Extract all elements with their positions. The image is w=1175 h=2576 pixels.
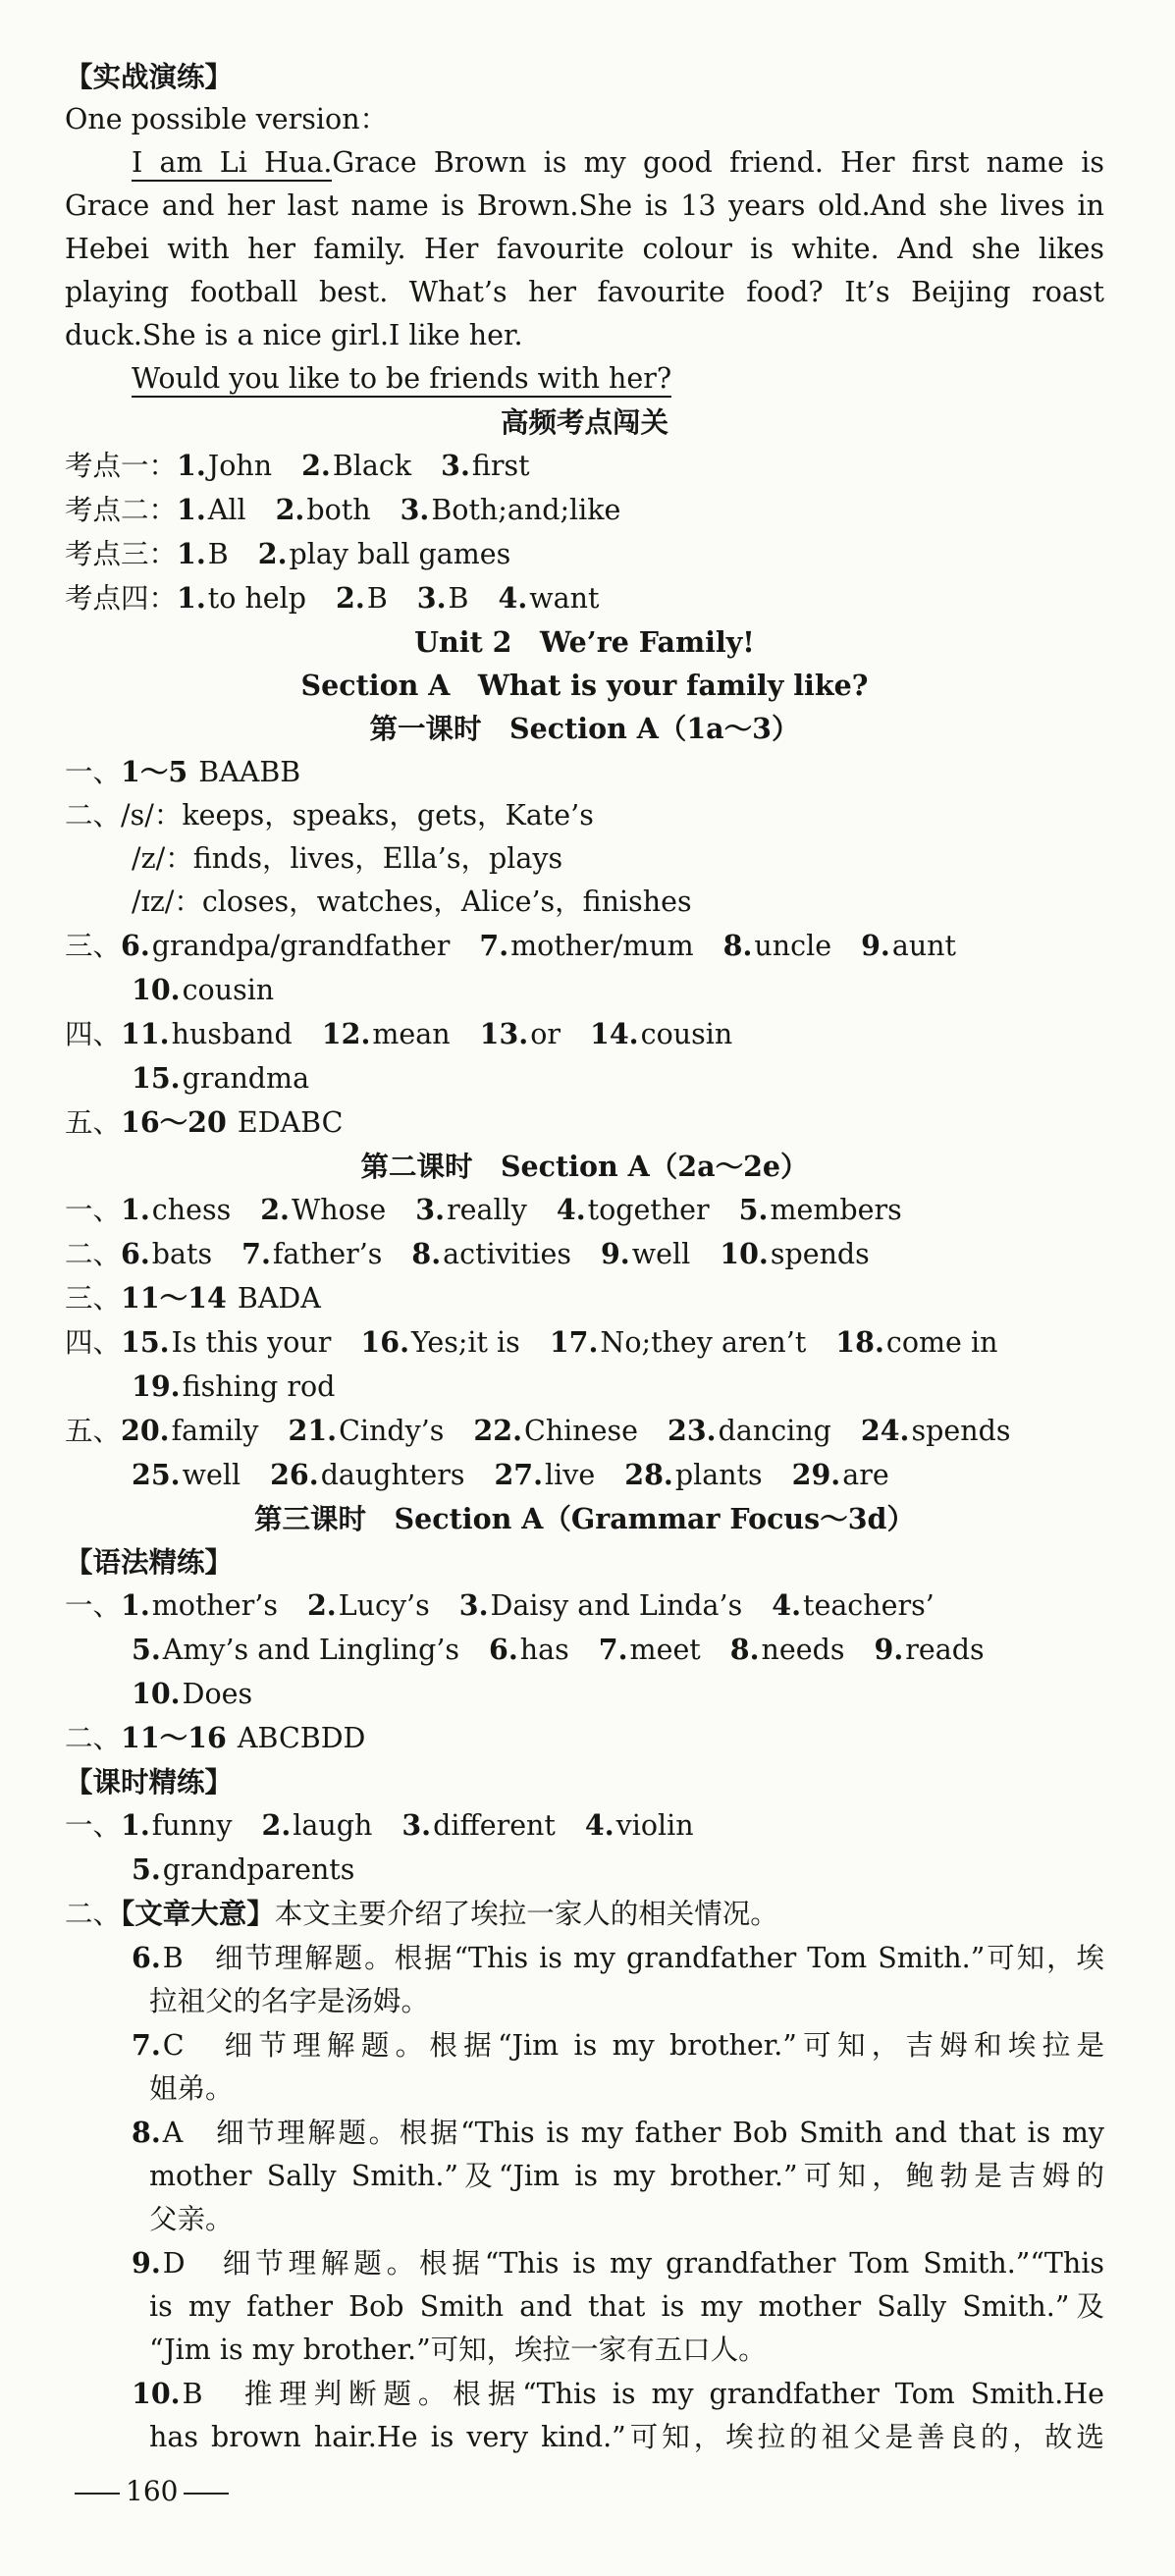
item-answer: Is this your: [171, 1326, 332, 1359]
essay-line-1-rest: Grace Brown is my good friend. Her first name is: [332, 146, 1104, 179]
item-number: 1.: [121, 1193, 150, 1226]
answer-items: [177, 538, 510, 570]
explanation-q9: [65, 2241, 1104, 2285]
item-number: 8.: [411, 1237, 442, 1270]
answer-range: 11～16: [121, 1721, 227, 1754]
item-number: 5.: [738, 1193, 769, 1226]
answer-items: [132, 1853, 354, 1886]
answer-items: [177, 494, 620, 526]
item-number: 4.: [556, 1193, 586, 1226]
item-number: 2.: [301, 449, 331, 482]
phonetic-line: /ɪz/：closes，watches，Alice’s，finishes: [132, 886, 692, 918]
answer-items: [121, 1194, 902, 1226]
answer-row-cont: [65, 1672, 1104, 1716]
item-number: 10.: [720, 1237, 769, 1270]
answer-items: [132, 1634, 985, 1666]
item-answer: grandma: [182, 1062, 310, 1095]
part-label: 五、: [65, 1415, 122, 1447]
item-answer: grandpa/grandfather: [151, 930, 451, 962]
item-number: 25.: [132, 1458, 181, 1491]
item-answer: husband: [171, 1018, 293, 1050]
explanation-cont: mother Sally Smith.”及“Jim is my brother.”可知，鲍勃是吉姆的: [149, 2160, 1104, 2192]
item-number: 5.: [132, 1633, 161, 1666]
item-number: 23.: [668, 1414, 717, 1447]
answer-row: [65, 1409, 1104, 1453]
answer-items: [132, 1062, 309, 1095]
explanation-cont: has brown hair.He is very kind.”可知，埃拉的祖父是善良的，故选: [149, 2421, 1104, 2453]
item-answer: No;they aren’t: [600, 1326, 807, 1359]
item-answer: activities: [443, 1238, 571, 1270]
item-answer: violin: [615, 1809, 694, 1842]
item-number: 4.: [498, 581, 528, 615]
part-label: 三、: [65, 1282, 122, 1315]
item-answer: teachers’: [803, 1589, 935, 1622]
intro-line: One possible version：: [65, 103, 389, 135]
item-number: 2.: [336, 581, 365, 615]
item-answer: both: [306, 494, 371, 526]
item-number: 3.: [441, 449, 470, 482]
essay-line-1: [65, 141, 1104, 185]
item-answer: father’s: [272, 1238, 383, 1270]
item-answer: fishing rod: [182, 1370, 336, 1403]
item-answer: Daisy and Linda’s: [490, 1589, 743, 1622]
item-number: 3.: [416, 581, 447, 615]
answer-row: [65, 1583, 1104, 1628]
essay-closing: [65, 357, 1104, 401]
item-number: 2.: [257, 537, 288, 570]
item-answer: All: [207, 494, 246, 526]
explanation-q8: [65, 2111, 1104, 2155]
item-answer: plants: [674, 1459, 763, 1491]
explanation-cont: 姐弟。: [149, 2072, 234, 2105]
item-number: 8.: [722, 929, 753, 962]
part-label: 二、: [65, 1898, 122, 1930]
item-number: 3.: [415, 1193, 446, 1226]
item-answer: uncle: [754, 930, 832, 962]
item-number: 26.: [270, 1458, 319, 1491]
item-answer: John: [207, 450, 273, 482]
kaodian-label: 考点一：: [65, 450, 178, 482]
part-label: 五、: [65, 1106, 122, 1139]
item-number: 6.: [121, 1237, 150, 1270]
answer-range: 1～5: [121, 755, 188, 788]
page-number-text: 160: [126, 2475, 179, 2507]
section-header-keshi: 【课时精练】: [65, 1765, 234, 1798]
item-number: 29.: [791, 1458, 841, 1491]
item-number: 2.: [261, 1808, 292, 1842]
explanation-cont: “Jim is my brother.”可知，埃拉一家有五口人。: [149, 2334, 767, 2366]
item-answer: mother’s: [151, 1589, 278, 1622]
item-number: 6.: [489, 1633, 518, 1666]
item-number: 3.: [458, 1588, 489, 1622]
item-number: 3.: [400, 493, 430, 526]
item-number: 3.: [401, 1808, 432, 1842]
kaodian-row: [65, 488, 1104, 532]
part-label: 一、: [65, 1589, 122, 1622]
item-number: 17.: [549, 1325, 599, 1359]
unit-title: Unit 2 We’re Family!: [414, 625, 755, 659]
answer-letters: BAABB: [189, 756, 301, 788]
explanation-text: B 细节理解题。根据“This is my grandfather Tom Smith.”可知，埃: [162, 1942, 1104, 1974]
part-label: 一、: [65, 1194, 122, 1226]
lesson-2-title: 第二课时 Section A（2a～2e）: [360, 1150, 809, 1183]
answer-range: 16～20: [121, 1105, 227, 1139]
answer-row: [65, 1188, 1104, 1232]
item-number: 13.: [479, 1017, 529, 1050]
explanation-text: C 细节理解题。根据“Jim is my brother.”可知，吉姆和埃拉是: [162, 2029, 1104, 2062]
answer-items: [132, 974, 274, 1006]
item-answer: laugh: [293, 1809, 373, 1842]
item-answer: well: [182, 1459, 241, 1491]
answer-range: 11～14: [121, 1281, 227, 1315]
answer-row-cont: [65, 968, 1104, 1012]
item-answer: play ball games: [289, 538, 511, 570]
item-answer: needs: [761, 1634, 845, 1666]
answer-row: [65, 1100, 1104, 1145]
heading-gaopin: 高频考点闯关: [500, 405, 668, 439]
item-number: 2.: [275, 493, 305, 526]
item-answer: cousin: [640, 1018, 733, 1050]
answer-row-cont: [65, 1365, 1104, 1409]
kaodian-label: 考点三：: [65, 538, 178, 570]
essay-underlined-opening: I am Li Hua.: [132, 146, 332, 182]
item-answer: aunt: [891, 930, 956, 962]
item-answer: B: [207, 538, 229, 570]
explanation-q10: [65, 2372, 1104, 2416]
question-number: 9.: [132, 2246, 161, 2280]
answer-row-cont: [65, 1056, 1104, 1100]
item-answer: cousin: [182, 974, 275, 1006]
item-answer: different: [433, 1809, 556, 1842]
answer-items: [177, 582, 599, 615]
item-answer: meet: [629, 1634, 701, 1666]
answer-items: [132, 1459, 889, 1491]
answer-letters: ABCBDD: [228, 1722, 366, 1754]
essay-line-5: duck.She is a nice girl.I like her.: [65, 319, 523, 351]
item-number: 24.: [860, 1414, 910, 1447]
item-answer: funny: [151, 1809, 233, 1842]
answer-row: [65, 924, 1104, 968]
item-number: 7.: [598, 1633, 628, 1666]
lesson-3-title: 第三课时 Section A（Grammar Focus～3d）: [254, 1502, 915, 1535]
part-label: 四、: [65, 1326, 122, 1359]
item-answer: Lucy’s: [338, 1589, 430, 1622]
answer-row: [65, 1892, 1104, 1936]
answer-items: [132, 1678, 252, 1710]
dash-right: [184, 2493, 229, 2495]
item-answer: Both;and;like: [431, 494, 621, 526]
item-answer: live: [545, 1459, 596, 1491]
part-label: 四、: [65, 1018, 122, 1050]
item-number: 14.: [590, 1017, 639, 1050]
explanation-text: A 细节理解题。根据“This is my father Bob Smith and that is my: [162, 2117, 1104, 2149]
item-number: 1.: [177, 449, 206, 482]
item-number: 9.: [874, 1633, 904, 1666]
answer-items: [121, 1415, 1010, 1447]
answer-row: [65, 750, 1104, 794]
item-number: 16.: [360, 1325, 409, 1359]
part-label: 二、: [65, 1722, 122, 1754]
item-number: 11.: [121, 1017, 170, 1050]
item-answer: want: [529, 582, 600, 615]
item-number: 9.: [861, 929, 890, 962]
item-number: 7.: [479, 929, 509, 962]
item-number: 6.: [121, 929, 150, 962]
answer-row: [65, 1276, 1104, 1320]
explanation-text: D 细节理解题。根据“This is my grandfather Tom Smith.”“This: [162, 2247, 1104, 2280]
item-answer: first: [471, 450, 530, 482]
kaodian-row: [65, 444, 1104, 488]
item-number: 28.: [624, 1458, 673, 1491]
item-answer: B: [448, 582, 469, 615]
lesson-1-title: 第一课时 Section A（1a～3）: [369, 712, 800, 745]
answer-letters: EDABC: [228, 1106, 344, 1139]
item-answer: or: [530, 1018, 561, 1050]
phonetic-line: /z/：finds，lives，Ella’s，plays: [132, 842, 563, 875]
explanation-cont: is my father Bob Smith and that is my mother Sally Smith.”及: [149, 2290, 1104, 2323]
dash-left: [75, 2493, 120, 2495]
kaodian-row: [65, 532, 1104, 576]
question-number: 8.: [132, 2116, 161, 2149]
item-answer: family: [171, 1415, 259, 1447]
page-number: [69, 2470, 235, 2513]
section-header-shizhan: 【实战演练】: [65, 60, 234, 93]
answer-row: [65, 794, 1104, 837]
summary-text: 本文主要介绍了埃拉一家人的相关情况。: [274, 1898, 778, 1930]
item-answer: come in: [885, 1326, 998, 1359]
answer-row: [65, 1320, 1104, 1365]
item-answer: Does: [182, 1678, 253, 1710]
item-number: 15.: [121, 1325, 170, 1359]
item-answer: Black: [332, 450, 412, 482]
explanation-cont: 拉祖父的名字是汤姆。: [149, 1985, 430, 2017]
answer-items: [121, 1589, 935, 1622]
item-number: 1.: [177, 581, 206, 615]
answer-items: [121, 1238, 870, 1270]
item-answer: mother/mum: [510, 930, 694, 962]
item-answer: Whose: [291, 1194, 387, 1226]
item-answer: Amy’s and Lingling’s: [162, 1634, 460, 1666]
question-number: 7.: [132, 2028, 161, 2062]
item-number: 1.: [121, 1808, 150, 1842]
part-label: 二、: [65, 1238, 122, 1270]
item-number: 2.: [260, 1193, 290, 1226]
phonetic-line: /s/：keeps，speaks，gets，Kate’s: [121, 799, 594, 832]
item-answer: chess: [151, 1194, 232, 1226]
essay-line-2: Grace and her last name is Brown.She is 13 years old.And she lives in: [65, 189, 1104, 222]
answer-row: [65, 1716, 1104, 1760]
part-label: 二、: [65, 799, 122, 832]
item-number: 7.: [241, 1237, 271, 1270]
item-answer: to help: [207, 582, 307, 615]
item-answer: daughters: [320, 1459, 465, 1491]
answer-row-cont: [65, 1848, 1104, 1892]
item-number: 5.: [132, 1852, 161, 1886]
item-number: 20.: [121, 1414, 170, 1447]
item-number: 12.: [321, 1017, 371, 1050]
explanation-q6: [65, 1936, 1104, 1980]
item-answer: dancing: [718, 1415, 831, 1447]
essay-line-4: playing football best. What’s her favourite food? It’s Beijing roast: [65, 276, 1104, 308]
item-answer: spends: [911, 1415, 1011, 1447]
answer-row: [65, 1232, 1104, 1276]
item-answer: has: [519, 1634, 569, 1666]
answer-row-cont: [65, 1628, 1104, 1672]
item-number: 1.: [121, 1588, 150, 1622]
answer-items: [121, 1018, 732, 1050]
part-label: 三、: [65, 930, 122, 962]
kaodian-row: [65, 576, 1104, 620]
explanation-cont: 父亲。: [149, 2203, 234, 2235]
part-label: 一、: [65, 1809, 122, 1842]
item-answer: are: [842, 1459, 889, 1491]
explanation-q7: [65, 2023, 1104, 2067]
explanation-text: B 推理判断题。根据“This is my grandfather Tom Smith.He: [182, 2378, 1104, 2410]
item-answer: Yes;it is: [411, 1326, 520, 1359]
item-number: 15.: [132, 1061, 181, 1095]
answer-row-cont: [65, 1453, 1104, 1497]
item-number: 21.: [288, 1414, 338, 1447]
item-number: 27.: [494, 1458, 544, 1491]
item-number: 9.: [600, 1237, 630, 1270]
part-label: 一、: [65, 756, 122, 788]
answer-items: [177, 450, 530, 482]
item-number: 1.: [177, 537, 206, 570]
kaodian-label: 考点二：: [65, 494, 178, 526]
item-answer: mean: [372, 1018, 451, 1050]
item-number: 8.: [729, 1633, 760, 1666]
item-number: 10.: [132, 973, 181, 1006]
section-title: Section A What is your family like?: [300, 669, 869, 702]
answer-items: [121, 1326, 997, 1359]
item-number: 1.: [177, 493, 206, 526]
question-number: 10.: [132, 2377, 181, 2410]
item-answer: Cindy’s: [339, 1415, 445, 1447]
item-answer: reads: [905, 1634, 985, 1666]
item-answer: members: [770, 1194, 902, 1226]
answer-row: [65, 1012, 1104, 1056]
item-number: 22.: [473, 1414, 523, 1447]
item-number: 10.: [132, 1677, 181, 1710]
answer-row: [65, 1803, 1104, 1848]
kaodian-label: 考点四：: [65, 582, 178, 615]
item-answer: spends: [770, 1238, 870, 1270]
item-number: 4.: [584, 1808, 614, 1842]
section-header-yufa: 【语法精练】: [65, 1545, 234, 1579]
item-answer: really: [447, 1194, 527, 1226]
item-number: 4.: [772, 1588, 801, 1622]
answer-items: [132, 1370, 335, 1403]
item-answer: well: [631, 1238, 691, 1270]
essay-closing-underlined: Would you like to be friends with her?: [132, 362, 671, 398]
answer-letters: BADA: [228, 1282, 321, 1315]
question-number: 6.: [132, 1941, 161, 1974]
item-number: 18.: [835, 1325, 884, 1359]
essay-line-3: Hebei with her family. Her favourite colour is white. And she likes: [65, 233, 1104, 265]
answer-items: [121, 930, 956, 962]
item-answer: grandparents: [162, 1853, 355, 1886]
item-number: 19.: [132, 1369, 181, 1403]
item-answer: Chinese: [524, 1415, 639, 1447]
summary-label: 【文章大意】: [121, 1897, 275, 1930]
item-answer: together: [587, 1194, 710, 1226]
answer-items: [121, 1809, 694, 1842]
item-number: 2.: [306, 1588, 337, 1622]
item-answer: bats: [151, 1238, 213, 1270]
item-answer: B: [366, 582, 388, 615]
